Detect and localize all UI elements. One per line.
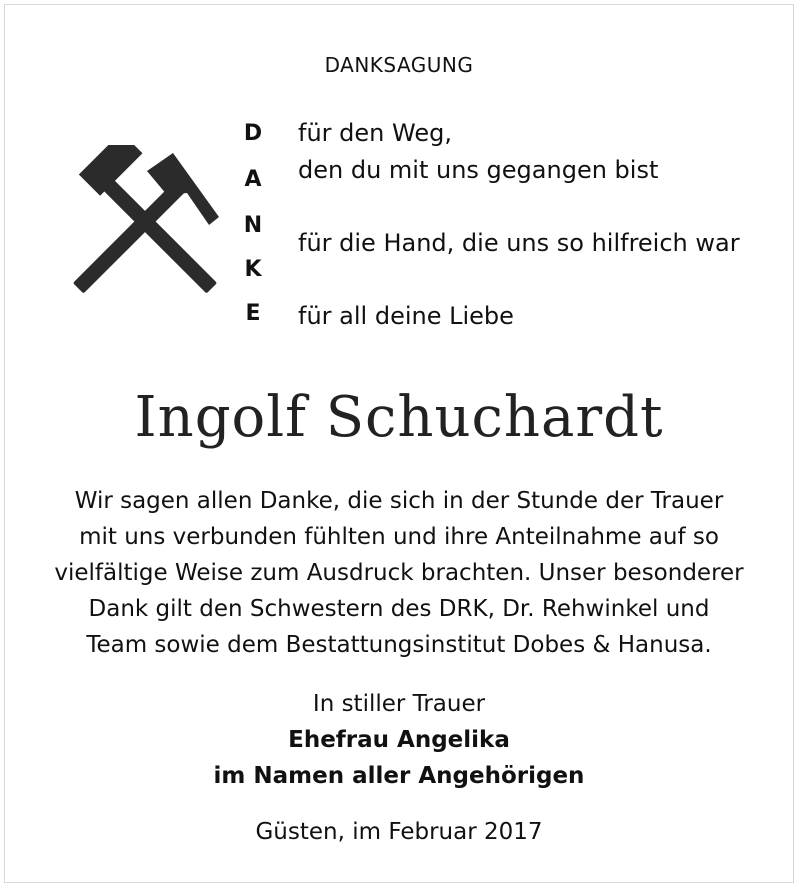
notice-heading: DANKSAGUNG — [324, 53, 474, 77]
obituary-notice — [4, 4, 794, 883]
danke-line: für die Hand, die uns so hilfreich war — [298, 229, 740, 257]
body-line: Dank gilt den Schwestern des DRK, Dr. Rehwinkel und — [88, 596, 710, 622]
acrostic-letter: A — [244, 167, 262, 192]
hammer-and-pick-icon — [65, 145, 225, 305]
danke-line: für den Weg, — [298, 119, 452, 147]
acrostic-letter: E — [245, 301, 261, 326]
deceased-name: Ingolf Schuchardt — [134, 385, 664, 450]
acrostic-letter: D — [243, 121, 263, 146]
danke-line: den du mit uns gegangen bist — [298, 156, 659, 184]
closing-intro: In stiller Trauer — [312, 691, 486, 717]
danke-line: für all deine Liebe — [298, 302, 514, 330]
body-line: vielfältige Weise zum Ausdruck brachten. Unser besonderer — [54, 560, 744, 586]
place-and-date: Güsten, im Februar 2017 — [255, 819, 543, 845]
closing-block — [5, 686, 793, 794]
body-line: Team sowie dem Bestattungsinstitut Dobes & Hanusa. — [86, 632, 712, 658]
body-line: Wir sagen allen Danke, die sich in der Stunde der Trauer — [74, 488, 724, 514]
acrostic-letter: K — [244, 257, 262, 282]
acrostic-letter: N — [243, 213, 263, 238]
closing-family: im Namen aller Angehörigen — [213, 763, 585, 789]
thank-you-text — [5, 483, 793, 663]
closing-signer: Ehefrau Angelika — [288, 727, 510, 753]
body-line: mit uns verbunden fühlten und ihre Anteilnahme auf so — [79, 524, 719, 550]
